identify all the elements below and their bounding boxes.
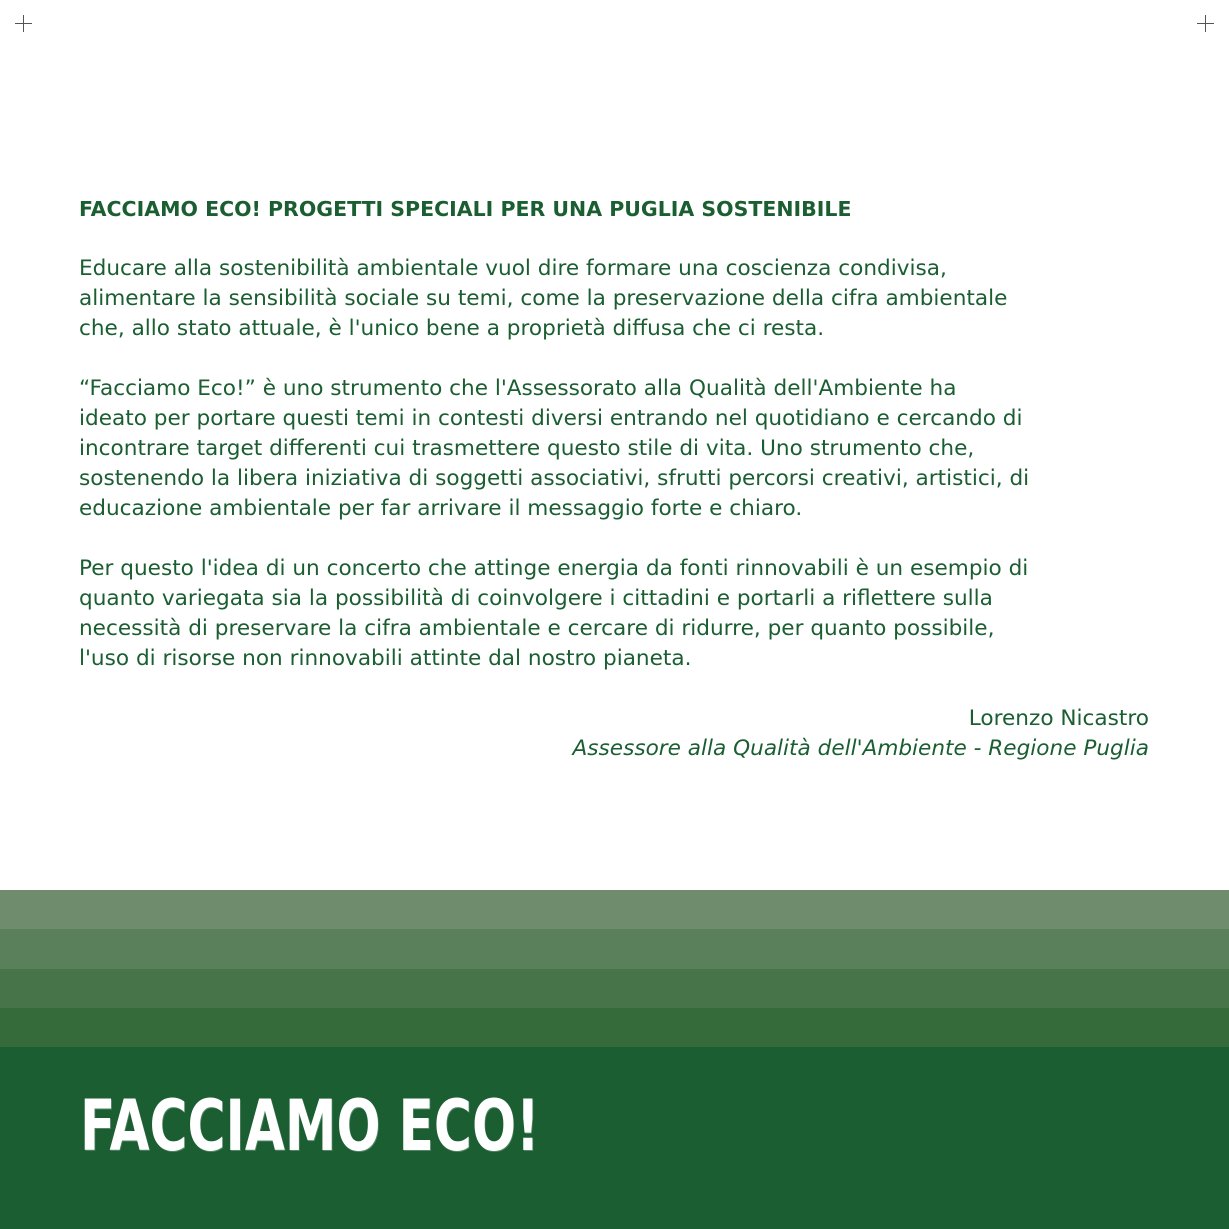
paragraph-3 <box>79 554 1169 674</box>
crop-mark-top-left <box>15 15 32 32</box>
paragraph-line: quanto variegata sia la possibilità di coinvolgere i cittadini e portarli a riflettere sulla <box>79 586 993 611</box>
footer-stripe-4 <box>0 1008 1229 1047</box>
crop-mark-top-right <box>1197 15 1214 32</box>
footer-stripe-2 <box>0 929 1229 969</box>
signature-role: Assessore alla Qualità dell'Ambiente - Regione Puglia <box>572 736 1149 761</box>
paragraph-line: che, allo stato attuale, è l'unico bene a proprietà diffusa che ci resta. <box>79 316 825 341</box>
footer-title: FACCIAMO ECO! <box>80 1085 540 1167</box>
paragraph-line: sostenendo la libera iniziativa di soggetti associativi, sfrutti percorsi creativi, artistici, di <box>79 466 1030 491</box>
paragraph-line: ideato per portare questi temi in contesti diversi entrando nel quotidiano e cercando di <box>79 406 1023 431</box>
paragraph-1 <box>79 254 1169 344</box>
paragraph-line: Per questo l'idea di un concerto che attinge energia da fonti rinnovabili è un esempio di <box>79 556 1029 581</box>
footer-stripe-3 <box>0 969 1229 1008</box>
paragraph-line: alimentare la sensibilità sociale su temi, come la preservazione della cifra ambientale <box>79 286 1008 311</box>
paragraph-line: educazione ambientale per far arrivare il messaggio forte e chiaro. <box>79 496 803 521</box>
paragraph-2 <box>79 374 1169 524</box>
signature-block <box>573 704 1149 764</box>
page-heading: FACCIAMO ECO! PROGETTI SPECIALI PER UNA PUGLIA SOSTENIBILE <box>79 197 852 221</box>
footer-stripe-1 <box>0 890 1229 929</box>
paragraph-line: l'uso di risorse non rinnovabili attinte dal nostro pianeta. <box>79 646 692 671</box>
paragraph-line: “Facciamo Eco!” è uno strumento che l'Assessorato alla Qualità dell'Ambiente ha <box>79 376 957 401</box>
paragraph-line: necessità di preservare la cifra ambientale e cercare di ridurre, per quanto possibile, <box>79 616 995 641</box>
paragraph-line: incontrare target differenti cui trasmettere questo stile di vita. Uno strumento che, <box>79 436 975 461</box>
paragraph-line: Educare alla sostenibilità ambientale vuol dire formare una coscienza condivisa, <box>79 256 947 281</box>
signature-name: Lorenzo Nicastro <box>968 706 1149 731</box>
